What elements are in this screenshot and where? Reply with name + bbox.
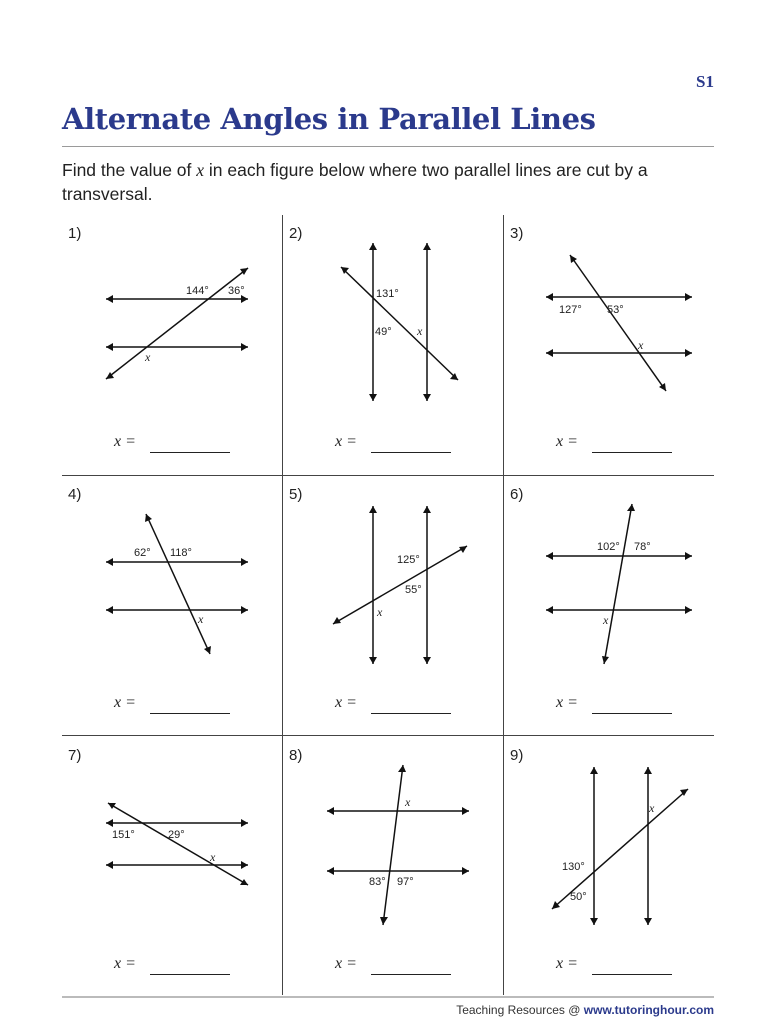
answer-blank[interactable] [592,452,672,453]
answer-blank[interactable] [592,713,672,714]
problem-number: 5) [289,486,303,503]
problem-number: 2) [289,225,303,242]
unknown-angle-label: x [603,613,609,627]
answer-blank[interactable] [371,452,451,453]
unknown-angle-label: x [210,850,216,864]
angle-label: 125° [397,554,420,566]
unknown-angle-label: x [145,350,151,364]
problem-2 [283,215,500,475]
arrowhead [327,765,469,925]
angle-label: 49° [375,326,392,338]
title-divider [62,146,714,147]
transversal-line [604,504,632,664]
angle-label: 151° [112,829,135,841]
instructions-variable: x [196,160,205,180]
problem-3 [504,215,721,475]
problem-number: 8) [289,747,303,764]
unknown-angle-label: x [649,801,655,815]
problem-number: 9) [510,747,524,764]
angle-label: 50° [570,891,587,903]
instructions [62,158,722,206]
answer-blank[interactable] [150,974,230,975]
arrowhead [106,514,248,654]
unknown-angle-label: x [377,605,383,619]
answer-prompt: x = [556,694,578,711]
angle-figure [283,476,500,736]
answer-prompt: x = [556,955,578,972]
angle-figure [504,476,721,736]
angle-figure [504,215,721,475]
problem-7 [62,737,279,997]
angle-label: 83° [369,876,386,888]
set-code: S1 [696,72,714,91]
transversal-line [108,803,248,885]
problem-1 [62,215,279,475]
answer-prompt: x = [114,694,136,711]
problem-4 [62,476,279,736]
unknown-angle-label: x [405,795,411,809]
answer-prompt: x = [335,433,357,450]
transversal-line [106,268,248,379]
unknown-angle-label: x [198,612,204,626]
answer-blank[interactable] [371,974,451,975]
angle-figure [283,737,500,997]
answer-blank[interactable] [150,452,230,453]
unknown-angle-label: x [417,324,423,338]
angle-label: 53° [607,304,624,316]
problem-grid [62,215,714,995]
angle-label: 62° [134,547,151,559]
problem-number: 4) [68,486,82,503]
angle-figure [62,476,279,736]
answer-blank[interactable] [592,974,672,975]
problem-number: 1) [68,225,82,242]
problem-number: 7) [68,747,82,764]
answer-prompt: x = [335,694,357,711]
problem-5 [283,476,500,736]
angle-label: 130° [562,861,585,873]
problem-9 [504,737,721,997]
instructions-text-end: in each figure below where two parallel lines are cut by a transversal. [62,160,648,204]
instructions-text-start: Find the value of [62,160,197,180]
page-title: Alternate Angles in Parallel Lines [62,102,596,136]
footer-text: Teaching Resources @ [456,1003,584,1017]
angle-label: 29° [168,829,185,841]
angle-label: 78° [634,541,651,553]
answer-prompt: x = [335,955,357,972]
angle-label: 55° [405,584,422,596]
problem-number: 3) [510,225,524,242]
transversal-line [341,267,458,380]
problem-6 [504,476,721,736]
footer-divider [62,996,714,998]
unknown-angle-label: x [638,338,644,352]
angle-label: 36° [228,285,245,297]
arrowhead [546,255,692,391]
answer-prompt: x = [114,433,136,450]
angle-label: 97° [397,876,414,888]
angle-label: 144° [186,285,209,297]
footer-link[interactable]: www.tutoringhour.com [583,1003,714,1017]
angle-label: 118° [170,547,192,559]
arrowhead [341,243,458,401]
answer-blank[interactable] [371,713,451,714]
transversal-line [146,514,210,654]
angle-label: 102° [597,541,620,553]
problem-number: 6) [510,486,524,503]
angle-label: 127° [559,304,582,316]
footer [456,1003,714,1017]
answer-prompt: x = [114,955,136,972]
arrowhead [546,552,692,614]
answer-prompt: x = [556,433,578,450]
answer-blank[interactable] [150,713,230,714]
transversal-line [570,255,666,391]
angle-figure [62,215,279,475]
angle-figure [62,737,279,997]
angle-label: 131° [376,288,399,300]
angle-figure [283,215,500,475]
transversal-line [383,765,403,925]
angle-figure [504,737,721,997]
problem-8 [283,737,500,997]
